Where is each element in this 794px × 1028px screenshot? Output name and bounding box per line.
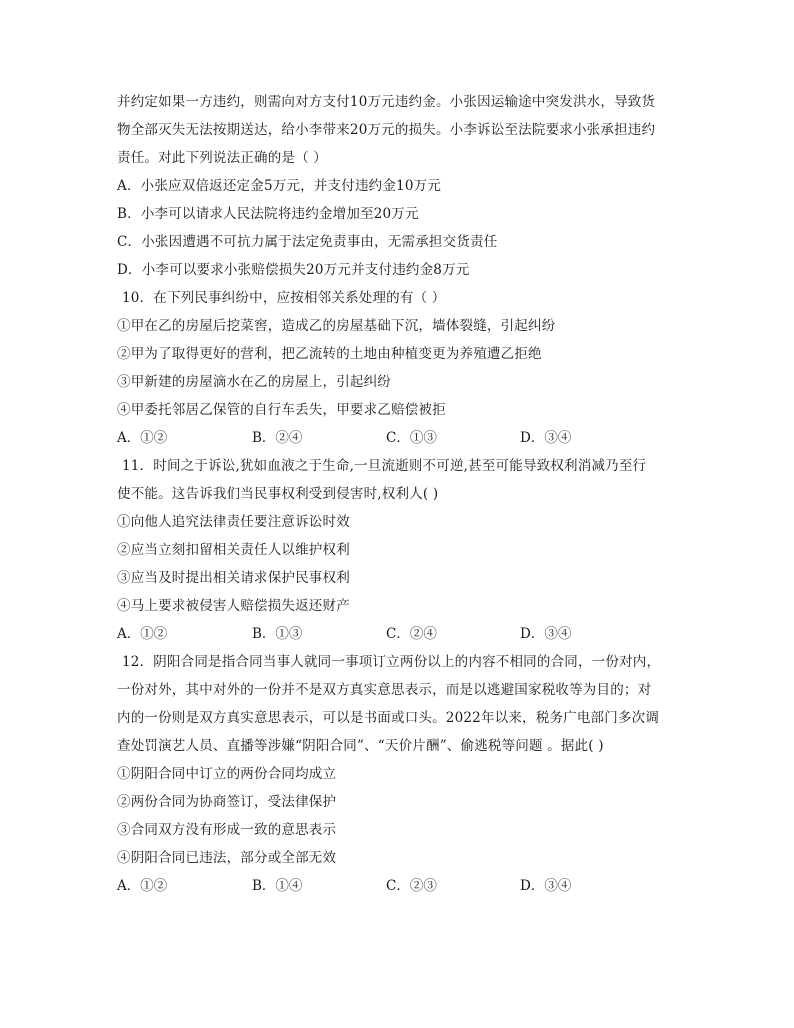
- q9-option-b: B．小李可以请求人民法院将违约金增加至20万元: [117, 206, 419, 222]
- q10-item-1: ①甲在乙的房屋后挖菜窖，造成乙的房屋基础下沉，墙体裂缝，引起纠纷: [117, 318, 556, 334]
- q10-stem: 10．在下列民事纠纷中，应按相邻关系处理的有（ ）: [122, 290, 446, 306]
- q12-item-2: ②两份合同为协商签订，受法律保护: [117, 794, 337, 810]
- q11-item-2: ②应当立刻扣留相关责任人以维护权利: [117, 542, 350, 558]
- q12-stem-line-4: 查处罚演艺人员、直播等涉嫌“阴阳合同”、“天价片酬”、偷逃税等问题 。据此( ): [117, 738, 604, 754]
- q11-item-3: ③应当及时提出相关请求保护民事权利: [117, 570, 350, 586]
- q12-choice-c: C．②③: [386, 878, 437, 894]
- q9-option-a: A．小张应双倍返还定金5万元，并支付违约金10万元: [117, 178, 442, 194]
- q10-item-4: ④甲委托邻居乙保管的自行车丢失，甲要求乙赔偿被拒: [117, 402, 446, 418]
- q10-choice-c: C．①③: [386, 430, 437, 446]
- q12-item-1: ①阴阳合同中订立的两份合同均成立: [117, 766, 337, 782]
- question-10: [117, 284, 677, 452]
- q9-stem-line-1: 并约定如果一方违约，则需向对方支付10万元违约金。小张因运输途中突发洪水，导致货: [117, 94, 656, 110]
- q12-stem-line-3: 内的一份则是双方真实意思表示，可以是书面或口头。2022年以来，税务广电部门多次调: [117, 710, 660, 726]
- q9-option-c: C．小张因遭遇不可抗力属于法定免责事由，无需承担交货责任: [117, 234, 498, 250]
- q9-option-d: D．小李可以要求小张赔偿损失20万元并支付违约金8万元: [117, 262, 470, 278]
- q10-choice-a: A．①②: [117, 430, 168, 446]
- q12-stem-line-1: 12．阴阳合同是指合同当事人就同一事项订立两份以上的内容不相同的合同，一份对内，: [122, 654, 661, 670]
- q11-item-4: ④马上要求被侵害人赔偿损失返还财产: [117, 598, 350, 614]
- question-11: [117, 452, 677, 648]
- question-9: [117, 88, 677, 284]
- q11-stem-line-2: 使不能。这告诉我们当民事权利受到侵害时,权利人( ): [117, 486, 439, 502]
- q10-item-2: ②甲为了取得更好的营利，把乙流转的土地由种植变更为养殖遭乙拒绝: [117, 346, 542, 362]
- q10-choice-d: D．③④: [520, 430, 572, 446]
- exam-page: [117, 88, 677, 900]
- q12-choice-a: A．①②: [117, 878, 168, 894]
- q11-stem-line-1: 11．时间之于诉讼,犹如血液之于生命,一旦流逝则不可逆,甚至可能导致权利消减乃至行: [122, 458, 647, 474]
- q11-choice-c: C．②④: [386, 626, 437, 642]
- q11-choices: [117, 620, 677, 648]
- question-12: [117, 648, 677, 900]
- q11-item-1: ①向他人追究法律责任要注意诉讼时效: [117, 514, 350, 530]
- q12-item-3: ③合同双方没有形成一致的意思表示: [117, 822, 337, 838]
- q9-stem-line-3: 责任。对此下列说法正确的是（ ）: [117, 150, 327, 166]
- q12-choice-d: D．③④: [520, 878, 572, 894]
- q11-choice-a: A．①②: [117, 626, 168, 642]
- q12-item-4: ④阴阳合同已违法，部分或全部无效: [117, 850, 337, 866]
- q10-choice-b: B．②④: [252, 430, 303, 446]
- q10-choices: [117, 424, 677, 452]
- q12-choice-b: B．①④: [252, 878, 303, 894]
- q9-stem-line-2: 物全部灭失无法按期送达，给小李带来20万元的损失。小李诉讼至法院要求小张承担违约: [117, 122, 656, 138]
- q11-choice-b: B．①③: [252, 626, 303, 642]
- q10-item-3: ③甲新建的房屋滴水在乙的房屋上，引起纠纷: [117, 374, 391, 390]
- q11-choice-d: D．③④: [520, 626, 572, 642]
- q12-stem-line-2: 一份对外，其中对外的一份并不是双方真实意思表示，而是以逃避国家税收等为目的；对: [117, 682, 652, 698]
- q12-choices: [117, 872, 677, 900]
